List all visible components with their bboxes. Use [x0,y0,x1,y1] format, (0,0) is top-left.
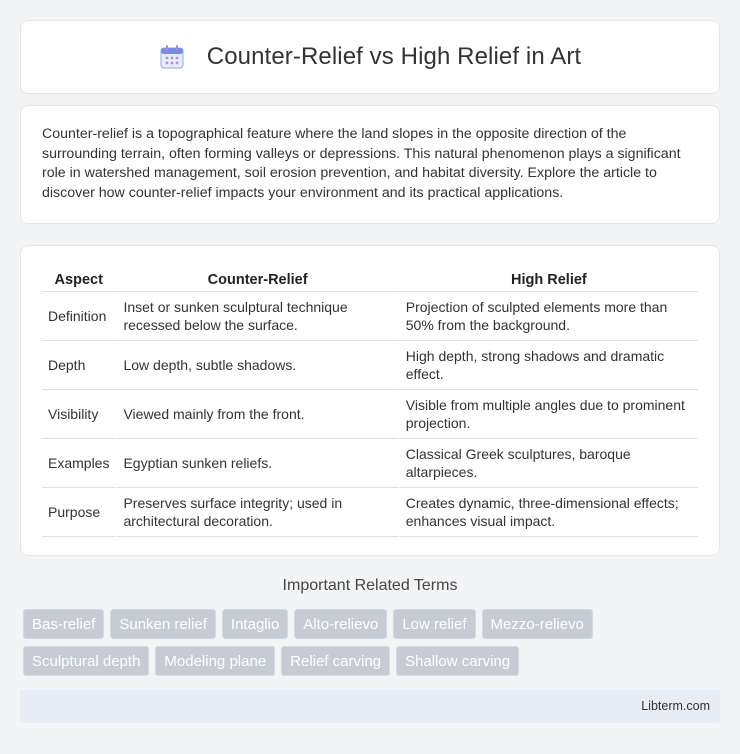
related-terms-title: Important Related Terms [282,577,458,594]
tag-relief-carving[interactable]: Relief carving [281,646,390,676]
row-aspect: Purpose [42,488,117,537]
row-high-relief: Projection of sculpted elements more than 50% from the background. [400,292,698,341]
header-counter-relief: Counter-Relief [117,265,399,292]
tag-alto-relievo[interactable]: Alto-relievo [294,609,387,639]
row-high-relief: Classical Greek sculptures, baroque altarpieces. [400,439,698,488]
table-row [42,341,698,390]
tag-sculptural-depth[interactable]: Sculptural depth [23,646,149,676]
table-row [42,292,698,341]
row-aspect: Examples [42,439,117,488]
table-header-row [42,265,698,292]
page-header [20,20,720,94]
related-terms-list [23,609,643,676]
comparison-table-card [20,245,720,556]
table-row [42,390,698,439]
row-high-relief: Visible from multiple angles due to prominent projection. [400,390,698,439]
row-high-relief: Creates dynamic, three-dimensional effects; enhances visual impact. [400,488,698,537]
row-counter-relief: Preserves surface integrity; used in architectural decoration. [117,488,399,537]
tag-sunken-relief[interactable]: Sunken relief [110,609,216,639]
footer-site-link[interactable]: Libterm.com [641,699,710,713]
row-aspect: Definition [42,292,117,341]
intro-section [20,105,720,224]
row-counter-relief: Inset or sunken sculptural technique recessed below the surface. [117,292,399,341]
tag-modeling-plane[interactable]: Modeling plane [155,646,275,676]
intro-text: Counter-relief is a topographical feature where the land slopes in the opposite direction of the surrounding terrain, often forming valleys or depressions. This natural phenomenon plays a significant role in watershed management, soil erosion prevention, and habitat diversity. Explore the article to discover how counter-relief impacts your environment and its practical applications. [42,126,681,201]
header-aspect: Aspect [42,265,117,292]
header-high-relief: High Relief [400,265,698,292]
row-counter-relief: Egyptian sunken reliefs. [117,439,399,488]
footer [20,690,720,723]
row-counter-relief: Viewed mainly from the front. [117,390,399,439]
tag-mezzo-relievo[interactable]: Mezzo-relievo [482,609,593,639]
tag-low-relief[interactable]: Low relief [393,609,475,639]
tag-bas-relief[interactable]: Bas-relief [23,609,104,639]
tag-shallow-carving[interactable]: Shallow carving [396,646,519,676]
row-high-relief: High depth, strong shadows and dramatic effect. [400,341,698,390]
table-row [42,439,698,488]
row-aspect: Depth [42,341,117,390]
row-aspect: Visibility [42,390,117,439]
row-counter-relief: Low depth, subtle shadows. [117,341,399,390]
table-row [42,488,698,537]
comparison-table [42,265,698,537]
page-title: Counter-Relief vs High Relief in Art [206,43,582,70]
calendar-icon [159,44,185,70]
tag-intaglio[interactable]: Intaglio [222,609,288,639]
